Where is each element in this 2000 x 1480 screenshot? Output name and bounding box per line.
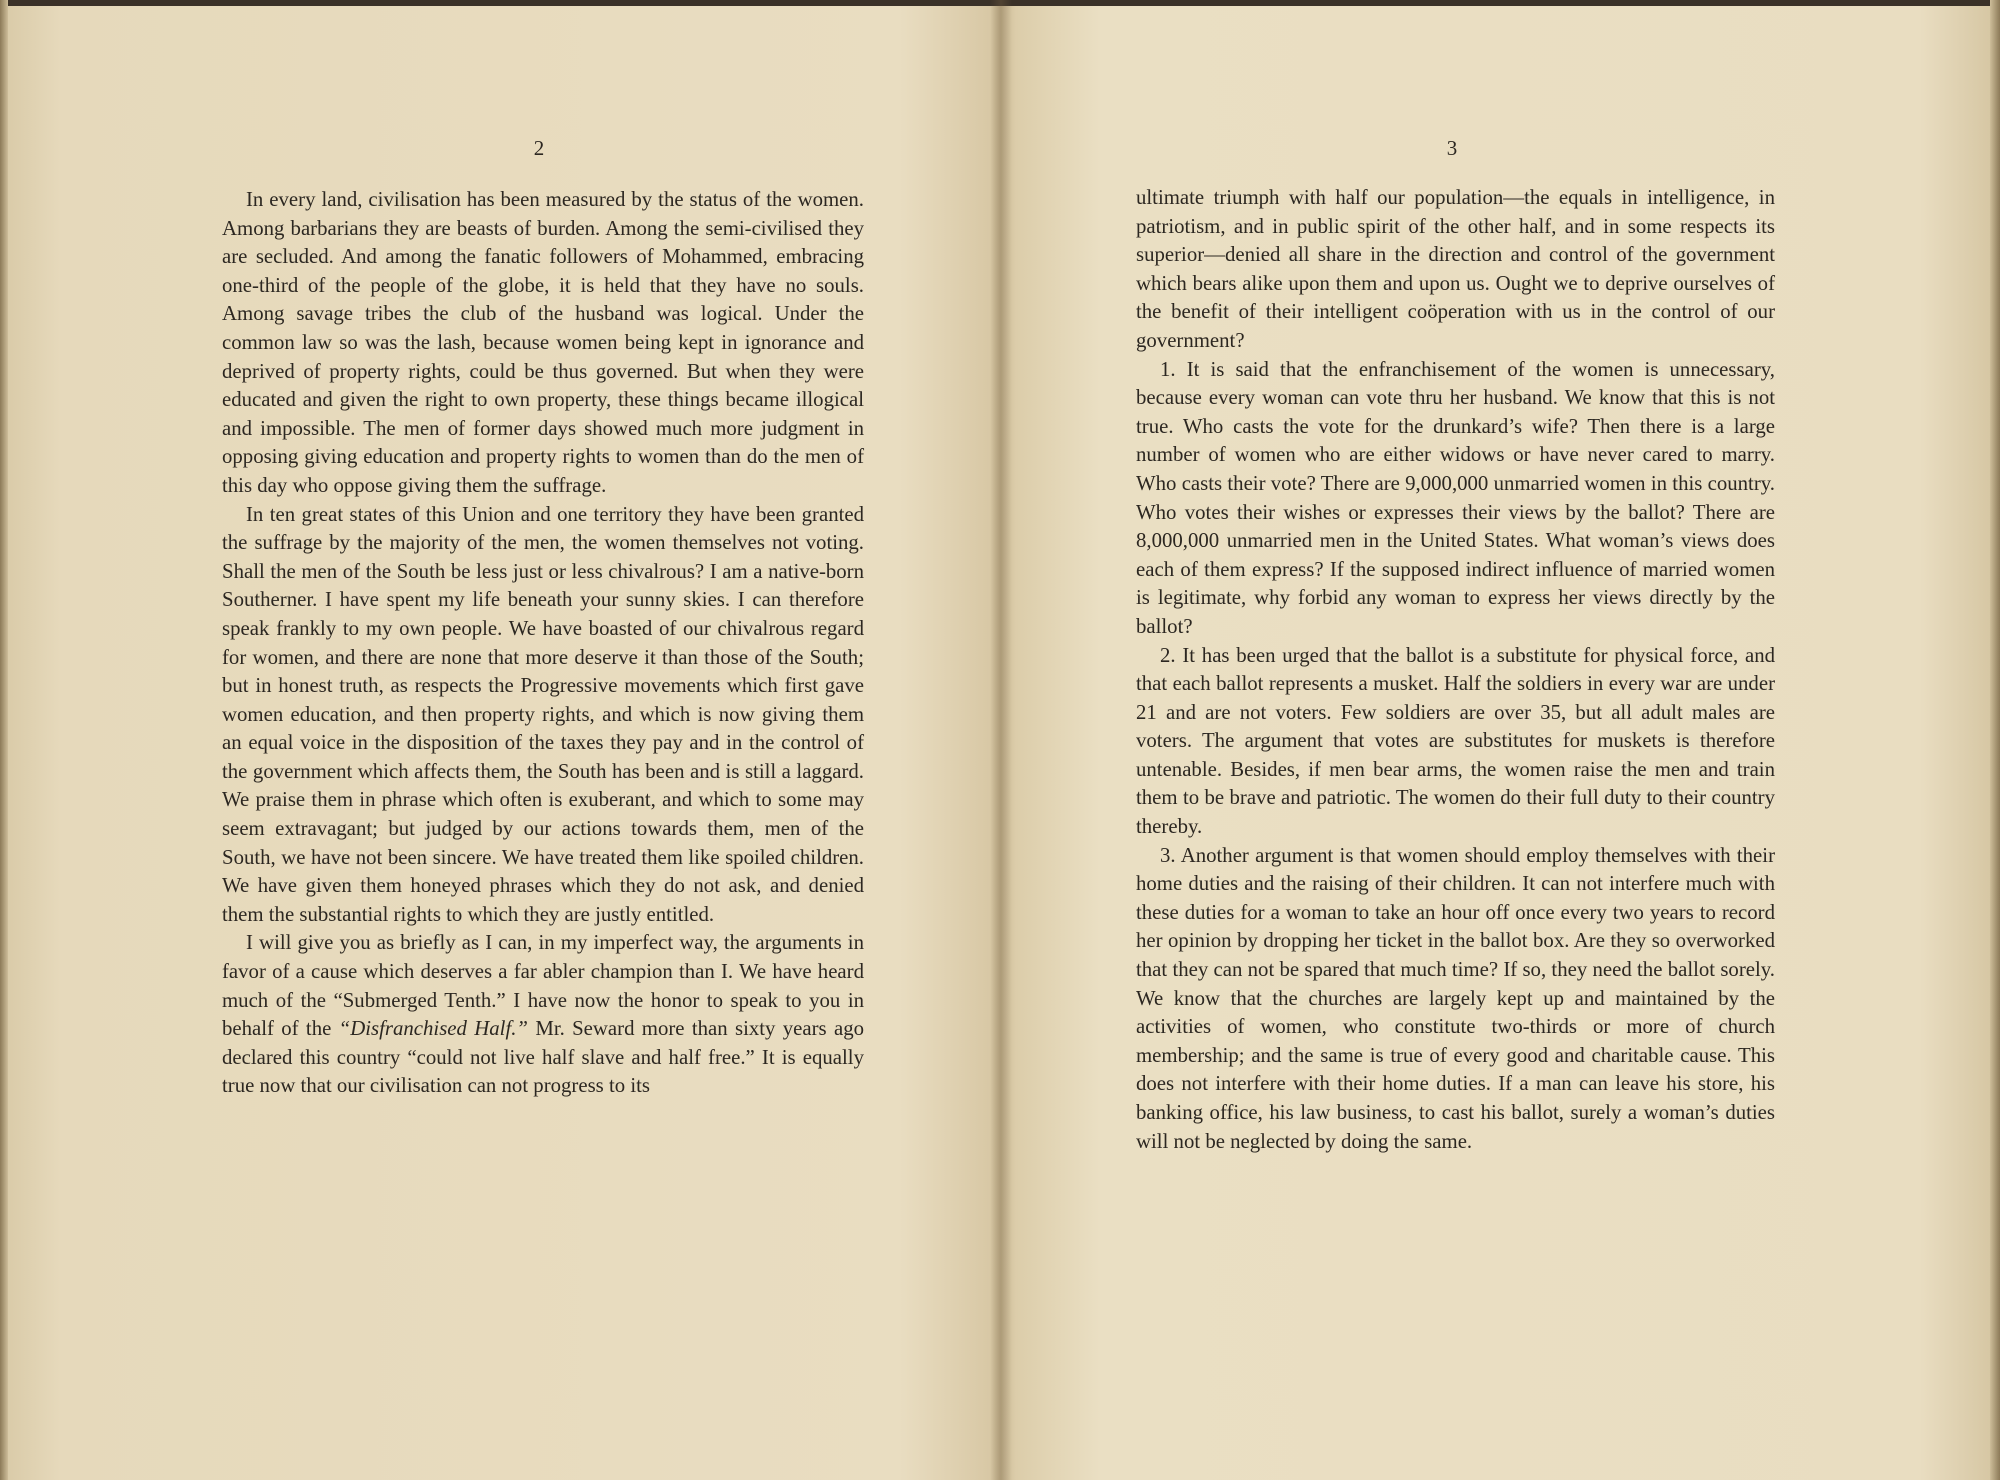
paragraph: In every land, civilisation has been measured by the status of the women. Among barbarians they are beasts of burden. Among the semi-civilised they are secluded. And among the fanatic followers of Mohammed, embracing one-third of the people of the globe, it is held that they have no souls. Among savage tribes the club of the husband was logical. Under the common law so was the lash, because women being kept in ignorance and deprived of property rights, could be thus governed. But when they were educated and given the right to own property, these things became illogical and impossible. The men of former days showed much more judgment in opposing giving education and property rights to women than do the men of this day who oppose giving them the suffrage.	[222, 188, 864, 497]
left-text-column	[222, 186, 864, 1101]
paragraph: 1. It is said that the enfranchisement of the women is unnecessary, because every woman can vote thru her husband. We know that this is not true. Who casts the vote for the drunkard’s wife? Then there is a large number of women who are either widows or have never cared to marry. Who casts their vote? There are 9,000,000 unmarried women in this country. Who votes their wishes or expresses their views by the ballot? There are 8,000,000 unmarried men in the United States. What woman’s views does each of them express? If the supposed indirect influence of married women is legitimate, why forbid any woman to express her views directly by the ballot?	[1136, 357, 1775, 638]
paragraph: 3. Another argument is that women should employ themselves with their home duties and the raising of their children. It can not interfere much with these duties for a woman to take an hour off once every two years to record her opinion by dropping her ticket in the ballot box. Are they so overworked that they can not be spared that much time? If so, they need the ballot sorely. We know that the churches are largely kept up and maintained by the activities of women, who constitute two-thirds or more of church membership; and the same is true of every good and charitable cause. This does not interfere with their home duties. If a man can leave his store, his banking office, his law business, to cast his ballot, surely a woman’s duties will not be neglected by doing the same.	[1136, 843, 1775, 1153]
right-page	[1000, 0, 2000, 1480]
paragraph: ultimate triumph with half our population—the equals in intelligence, in patriotism, and in public spirit of the other half, and in some respects its superior—denied all share in the direction and control of the government which bears alike upon them and upon us. Ought we to deprive ourselves of the benefit of their intelligent coöperation with us in the control of our government?	[1136, 186, 1775, 352]
right-text-column	[1136, 184, 1775, 1156]
italic-phrase: “Disfranchised Half.”	[338, 1017, 528, 1041]
paragraph: In ten great states of this Union and one territory they have been granted the suffrage by the majority of the men, the women themselves not voting. Shall the men of the South be less just or less chivalrous? I am a native-born Southerner. I have spent my life beneath your sunny skies. I can therefore speak frankly to my own people. We have boasted of our chivalrous regard for women, and there are none that more deserve it than those of the South; but in honest truth, as respects the Progressive movements which first gave women education, and then property rights, and which is now giving them an equal voice in the disposition of the taxes they pay and in the control of the government which affects them, the South has been and is still a laggard. We praise them in phrase which often is exuberant, and which to some may seem extravagant; but judged by our actions towards them, men of the South, we have not been sincere. We have treated them like spoiled children. We have given them honeyed phrases which they do not ask, and denied them the substantial rights to which they are justly entitled.	[222, 502, 864, 926]
paragraph-text: Mr. Seward more than sixty years ago declared this country “could not live half slave and half free.” It is equally true now that our civilisation can not progress to its	[222, 1017, 864, 1098]
page-number: 3	[1446, 136, 1458, 160]
paragraph-text: I will give you as briefly as I can, in my imperfect way, the arguments in favor of a cause which deserves a far abler champion than I. We have heard much of the “Submerged Tenth.” I have now the honor to speak to you in behalf of the	[222, 931, 864, 1041]
paragraph: 2. It has been urged that the ballot is a substitute for physical force, and that each ballot represents a musket. Half the soldiers in every war are under 21 and are not voters. Few soldiers are over 35, but all adult males are voters. The argument that votes are substitutes for muskets is therefore untenable. Besides, if men bear arms, the women raise the men and train them to be brave and patriotic. The women do their full duty to their country thereby.	[1136, 643, 1775, 839]
paragraph	[222, 929, 864, 1101]
page-number: 2	[533, 136, 545, 160]
